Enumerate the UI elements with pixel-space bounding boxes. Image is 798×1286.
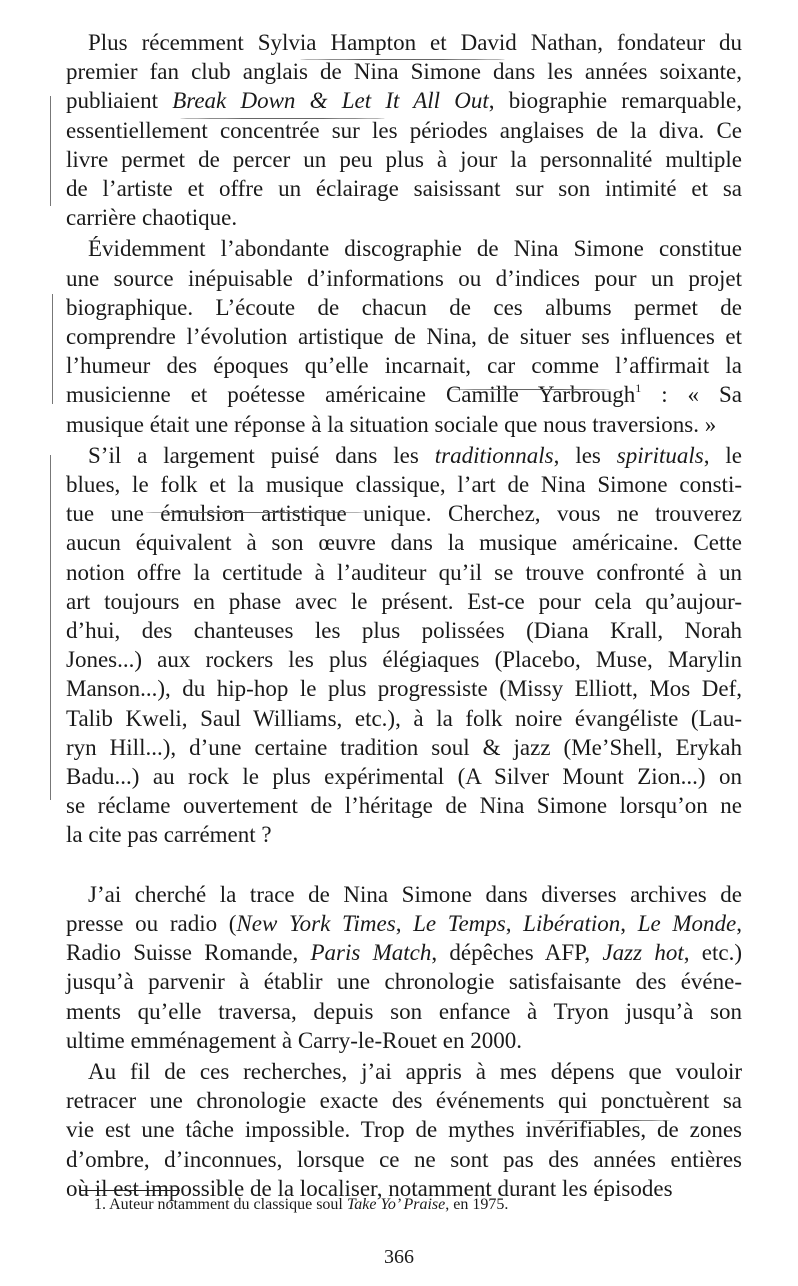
text-line: ultime emménagement à Carry-le-Rouet en 2000.	[66, 1027, 523, 1053]
text-line: aucun équivalent à son œuvre dans la musique américaine. Cette	[66, 530, 742, 556]
text-line: publiaient Break Down & Let It All Out, biographie remarquable,	[66, 88, 742, 114]
text-line: d’hui, des chanteuses les plus polissées (Diana Krall, Norah	[66, 618, 742, 644]
italic-title: spirituals	[616, 442, 704, 468]
text-line: musicienne et poétesse américaine Camille Yarbrough$^1$ : « Sa	[66, 380, 743, 408]
text-line: retracer une chronologie exacte des événements qui ponctuèrent sa	[66, 1088, 742, 1114]
text-line: musique était une réponse à la situation sociale que nous traversions. »	[66, 411, 717, 437]
footnote-title: Take Yo’ Praise	[346, 1196, 446, 1213]
italic-title: New York Times	[236, 910, 396, 936]
text-line: blues, le folk et la musique classique, l’art de Nina Simone consti-	[66, 472, 742, 498]
pencil-underline	[145, 512, 365, 513]
text-line: se réclame ouvertement de l’héritage de Nina Simone lorsqu’on ne	[66, 793, 742, 819]
text-line: ments qu’elle traversa, depuis son enfance à Tryon jusqu’à son	[66, 998, 742, 1024]
page-body	[66, 28, 742, 1203]
pencil-underline	[545, 1120, 670, 1121]
text-line: art toujours en phase avec le présent. Est-ce pour cela qu’aujour-	[66, 588, 742, 614]
text-line: comprendre l’évolution artistique de Nina, de situer ses influences et	[66, 324, 742, 350]
italic-title: Le Temps	[413, 910, 506, 936]
page-number: 366	[384, 1246, 414, 1268]
text-line: tue une émulsion artistique unique. Cherchez, vous ne trouverez	[66, 501, 742, 527]
text-line: Au fil de ces recherches, j’ai appris à mes dépens que vouloir	[88, 1058, 742, 1084]
text-line: biographique. L’écoute de chacun de ces albums permet de	[66, 294, 742, 320]
italic-title: Jazz hot	[602, 940, 684, 966]
text-line: S’il a largement puisé dans les traditionnals, les spirituals, le	[88, 442, 742, 468]
text-line: notion offre la certitude à l’auditeur qu’il se trouve confronté à un	[66, 559, 742, 585]
text-line: vie est une tâche impossible. Trop de mythes invérifiables, de zones	[66, 1117, 742, 1143]
italic-title: Libération	[523, 910, 621, 936]
italic-title: Paris Match	[310, 940, 432, 966]
italic-title: traditionnals	[434, 442, 554, 468]
paragraph-5	[66, 1057, 742, 1203]
footnote-text: Auteur notamment du classique soul	[109, 1196, 347, 1213]
text-line: carrière chaotique.	[66, 205, 238, 231]
text-line: de l’artiste et offre un éclairage saisissant sur son intimité et sa	[66, 176, 742, 202]
paragraph-2	[66, 234, 742, 438]
text-line: où il est impossible de la localiser, notamment durant les épisodes	[66, 1175, 673, 1201]
text-line: J’ai cherché la trace de Nina Simone dans diverses archives de	[88, 881, 742, 907]
footnote-marker: 1	[635, 380, 642, 395]
text-line: Jones...) aux rockers les plus élégiaques (Placebo, Muse, Marylin	[66, 647, 742, 673]
italic-title: Le Monde	[637, 910, 737, 936]
paragraph-3	[66, 441, 742, 850]
pencil-underline	[300, 59, 505, 60]
italic-title: Break Down & Let It All Out	[172, 88, 489, 114]
footnote-rule	[80, 1190, 180, 1191]
text-line: premier fan club anglais de Nina Simone dans les années soixante,	[66, 59, 742, 85]
pencil-underline	[450, 389, 610, 390]
text-line: presse ou radio (New York Times, Le Temps, Libération, Le Monde,	[66, 910, 742, 936]
footnote-number: 1.	[94, 1196, 106, 1213]
margin-mark	[50, 455, 51, 800]
text-line: essentiellement concentrée sur les périodes anglaises de la diva. Ce	[66, 117, 742, 143]
paragraph-4	[66, 880, 742, 1055]
text-line: livre permet de percer un peu plus à jour la personnalité multiple	[66, 146, 742, 172]
margin-mark	[50, 96, 51, 206]
text-line: ryn Hill...), d’une certaine tradition soul & jazz (Me’Shell, Erykah	[66, 734, 742, 760]
text-line: une source inépuisable d’informations ou d’indices pour un projet	[66, 265, 742, 291]
margin-mark	[52, 294, 53, 404]
text-line: Badu...) au rock le plus expérimental (A Silver Mount Zion...) on	[66, 764, 742, 790]
text-line: Manson...), du hip-hop le plus progressiste (Missy Elliott, Mos Def,	[66, 676, 742, 702]
text-line: la cite pas carrément ?	[66, 822, 272, 848]
text-line: Plus récemment Sylvia Hampton et David Nathan, fondateur du	[88, 30, 742, 55]
footnote	[94, 1195, 734, 1215]
text-line: l’humeur des époques qu’elle incarnait, car comme l’affirmait la	[66, 353, 742, 379]
text-line: d’ombre, d’inconnues, lorsque ce ne sont pas des années entières	[66, 1146, 742, 1172]
footnote-text-end: , en 1975.	[445, 1196, 509, 1213]
text-line: Évidemment l’abondante discographie de Nina Simone constitue	[88, 236, 742, 262]
text-line: Radio Suisse Romande, Paris Match, dépêches AFP, Jazz hot, etc.)	[66, 940, 742, 966]
text-line: Talib Kweli, Saul Williams, etc.), à la folk noire évangéliste (Lau-	[66, 705, 742, 731]
text-line: jusqu’à parvenir à établir une chronologie satisfaisante des événe-	[66, 969, 742, 995]
pencil-underline	[180, 118, 385, 119]
